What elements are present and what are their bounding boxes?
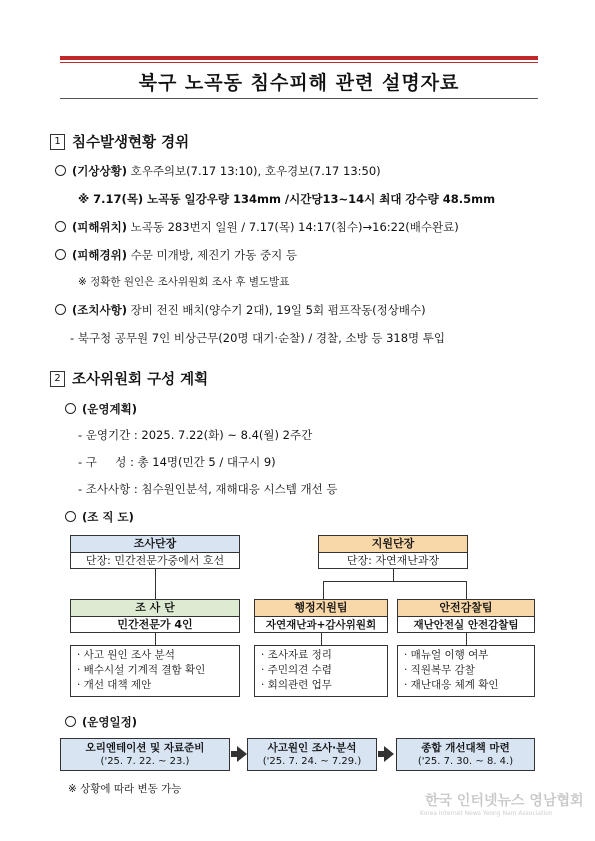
- section-title: 침수발생현황 경위: [72, 135, 190, 151]
- schedule-title: 오리엔테이션 및 자료준비: [85, 742, 205, 754]
- org-admin-sub: 자연재난과+감사위원회: [265, 619, 377, 631]
- org-safety-list: [397, 645, 535, 697]
- damage-location-row: [55, 219, 459, 235]
- org-safety-box: [397, 599, 535, 633]
- schedule-step-1: [60, 738, 230, 771]
- list-item: · 사고 원인 조사 분석: [77, 649, 175, 661]
- damage-cause-label: (피해경위): [72, 248, 127, 262]
- org-safety-sub: 재난안전실 안전감찰팀: [413, 619, 519, 631]
- damage-cause-text: 수문 미개방, 제진기 가동 중지 등: [126, 248, 297, 262]
- section-2-heading: [50, 368, 208, 389]
- sched-label-row: [65, 714, 137, 730]
- org-connector: [321, 633, 322, 645]
- org-label-row: [65, 509, 134, 525]
- org-support-sub: 단장: 자연재난과장: [346, 554, 440, 567]
- org-connector: [155, 633, 156, 645]
- weather-text: 호우주의보(7.17 13:10), 호우경보(7.17 13:50): [126, 164, 381, 178]
- org-label: (조 직 도): [82, 510, 134, 524]
- org-lead-box: [70, 535, 240, 569]
- sched-label: (운영일정): [82, 715, 137, 729]
- schedule-title: 사고원인 조사·분석: [267, 742, 357, 754]
- damage-location-label: (피해위치): [72, 220, 127, 234]
- section-number: 1: [50, 134, 65, 150]
- schedule-date: ('25. 7. 22. ~ 23.): [100, 756, 190, 767]
- org-lead-title: 조사단장: [71, 536, 239, 553]
- action-label: (조치사항): [72, 303, 127, 317]
- section-1-heading: [50, 131, 189, 152]
- weather-label: (기상상황): [72, 164, 127, 178]
- rain-note: ※ 7.17(목) 노곡동 일강우량 134mm /시간당13~14시 최대 강수량 48.5mm: [78, 192, 496, 206]
- arrow-right-icon: [384, 746, 394, 762]
- schedule-title: 종합 개선대책 마련: [421, 742, 510, 754]
- title-bottom-rule: [60, 98, 538, 99]
- action-sub: - 북구청 공무원 7인 비상근무(20명 대기·순찰) / 경찰, 소방 등 318명 투입: [70, 331, 446, 345]
- org-connector: [155, 569, 156, 599]
- damage-cause-row: [55, 247, 297, 263]
- list-item: · 매뉴얼 이행 여부: [404, 649, 489, 661]
- list-item: · 회의관련 업무: [261, 679, 332, 691]
- org-team-list: [70, 645, 240, 697]
- ops-item: - 조사사항 : 침수원인분석, 재해대응 시스템 개선 등: [78, 482, 338, 496]
- schedule-date: ('25. 7. 24. ~ 7.29.): [262, 756, 362, 767]
- action-row: [55, 302, 426, 318]
- schedule-step-3: [396, 738, 535, 771]
- org-team-box: [70, 599, 240, 633]
- org-safety-title: 안전감찰팀: [398, 600, 534, 617]
- org-connector: [323, 581, 324, 599]
- list-item: · 개선 대책 제안: [77, 679, 152, 691]
- org-lead-sub: 단장: 민간전문가중에서 호선: [85, 554, 225, 567]
- circle-bullet-icon: [55, 304, 66, 315]
- page-title: 북구 노곡동 침수피해 관련 설명자료: [138, 72, 460, 94]
- org-connector: [466, 581, 467, 599]
- org-admin-box: [254, 599, 388, 633]
- damage-location-text: 노곡동 283번지 일원 / 7.17(목) 14:17(침수)→16:22(배수완료): [126, 220, 459, 234]
- arrow-right-icon: [237, 746, 247, 762]
- list-item: · 재난대응 체계 확인: [404, 679, 499, 691]
- cause-note: ※ 정확한 원인은 조사위원회 조사 후 별도발표: [78, 276, 290, 288]
- list-item: · 주민의견 수렴: [261, 664, 332, 676]
- org-team-title: 조 사 단: [71, 600, 239, 617]
- schedule-note: ※ 상황에 따라 변동 가능: [68, 783, 182, 795]
- ops-item: - 운영기간 : 2025. 7.22(화) ~ 8.4(월) 2주간: [78, 428, 313, 442]
- section-number: 2: [50, 371, 65, 387]
- title-top-rule: [60, 56, 538, 60]
- list-item: · 직원복무 감찰: [404, 664, 475, 676]
- org-connector: [323, 581, 466, 582]
- org-connector: [393, 569, 394, 581]
- weather-row: [55, 163, 381, 179]
- org-connector: [466, 633, 467, 645]
- list-item: · 조사자료 정리: [261, 649, 332, 661]
- circle-bullet-icon: [55, 165, 66, 176]
- title-top-rule-thin: [60, 62, 538, 63]
- schedule-date: ('25. 7. 30. ~ 8. 4.): [417, 756, 514, 767]
- circle-bullet-icon: [55, 221, 66, 232]
- watermark-logo: 한국 인터넷뉴스 영남협회: [425, 793, 584, 809]
- circle-bullet-icon: [65, 716, 76, 727]
- org-team-sub: 민간전문가 4인: [117, 618, 193, 631]
- ops-label-row: [65, 401, 137, 417]
- schedule-step-2: [247, 738, 377, 771]
- org-admin-list: [254, 645, 388, 697]
- org-support-box: [318, 535, 468, 569]
- watermark-sub: Korea Internet News Yeong Nam Association: [420, 810, 553, 817]
- ops-label: (운영계획): [82, 402, 137, 416]
- org-admin-title: 행정지원팀: [255, 600, 387, 617]
- org-support-title: 지원단장: [319, 536, 467, 553]
- circle-bullet-icon: [65, 511, 76, 522]
- circle-bullet-icon: [65, 403, 76, 414]
- ops-item: - 구 성 : 총 14명(민간 5 / 대구시 9): [78, 455, 276, 469]
- action-text: 장비 전진 배치(양수기 2대), 19일 5회 펌프작동(정상배수): [126, 303, 426, 317]
- list-item: · 배수시설 기계적 결함 확인: [77, 664, 206, 676]
- section-title: 조사위원회 구성 계획: [72, 372, 209, 388]
- circle-bullet-icon: [55, 249, 66, 260]
